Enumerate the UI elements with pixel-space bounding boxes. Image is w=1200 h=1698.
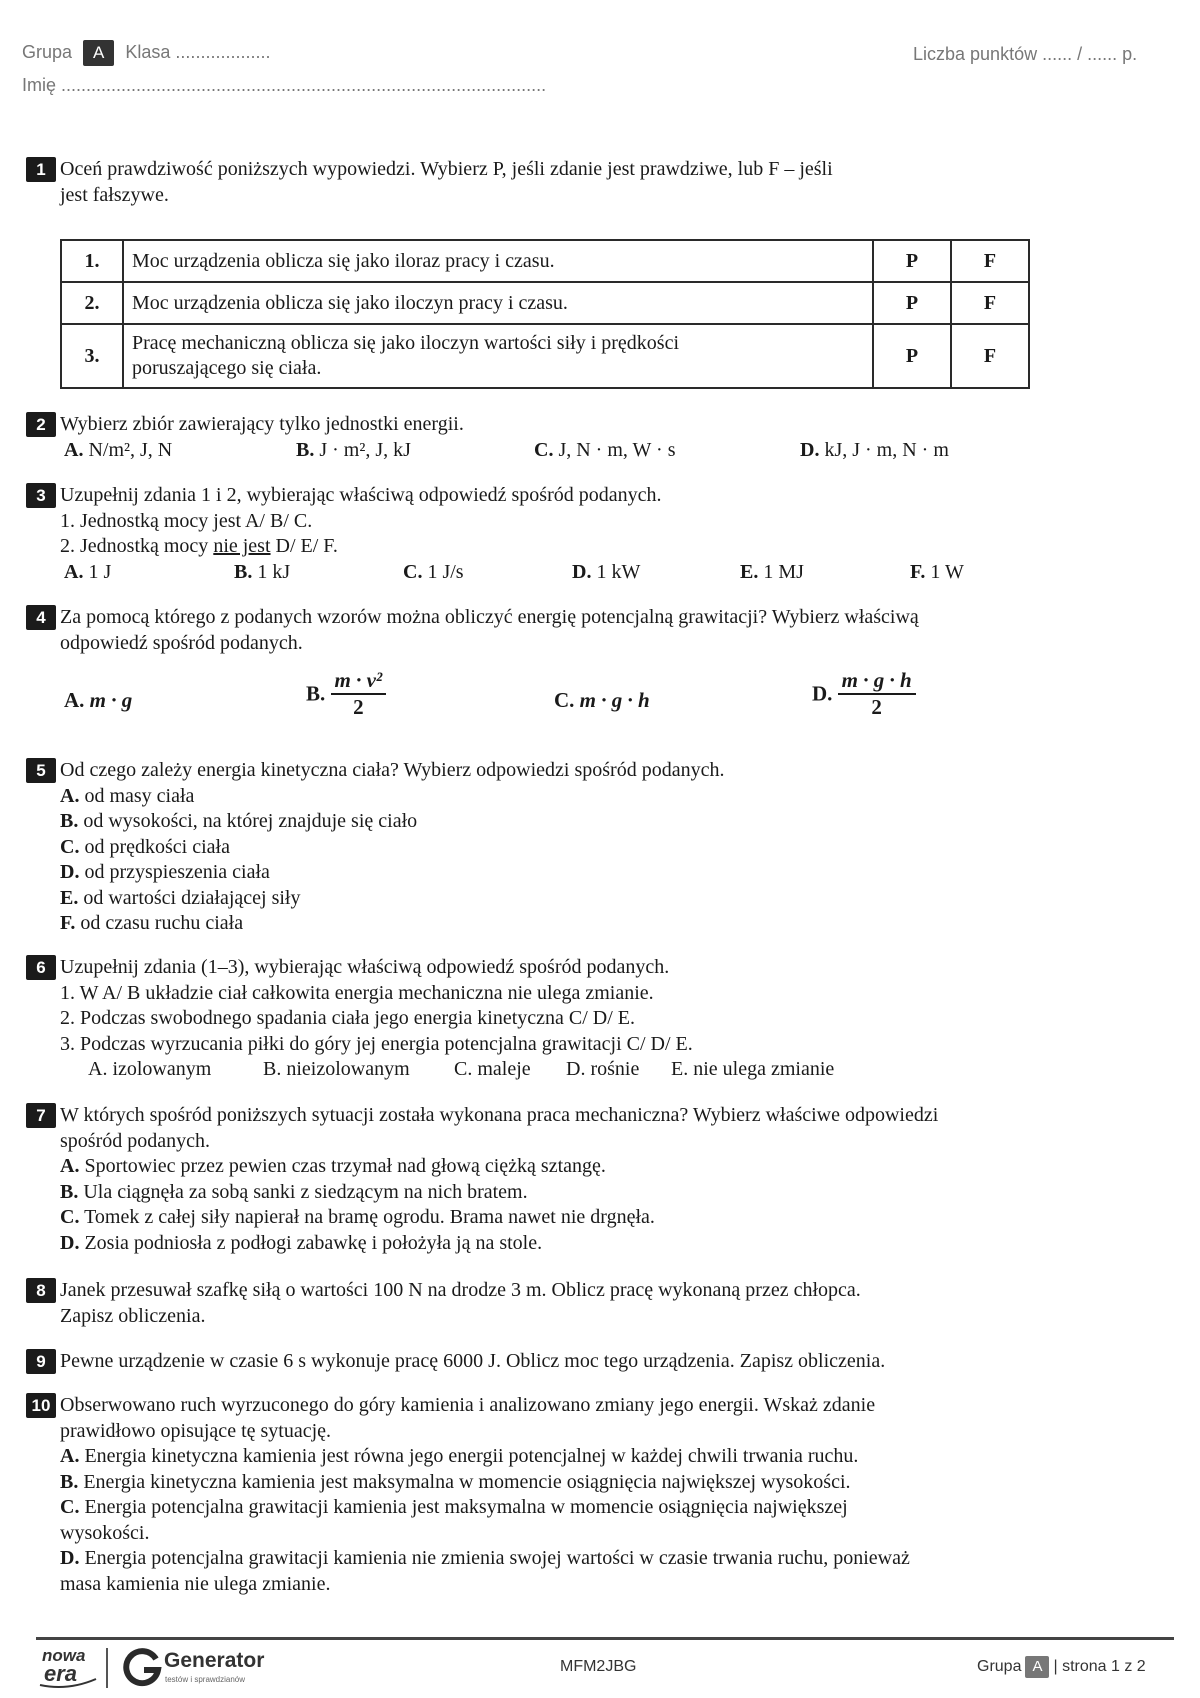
table-row: [61, 282, 1029, 324]
row-number: 1.: [61, 240, 123, 282]
question-text: odpowiedź spośród podanych.: [60, 631, 303, 654]
sentence-1: 1. W A/ B układzie ciał całkowita energia mechaniczna nie ulega zmianie.: [60, 981, 654, 1004]
row-statement: Moc urządzenia oblicza się jako iloczyn pracy i czasu.: [123, 282, 873, 324]
option-a[interactable]: A. N/m², J, N: [64, 438, 173, 461]
question-text: Uzupełnij zdania 1 i 2, wybierając właściwą odpowiedź spośród podanych.: [60, 484, 662, 506]
logo-swoosh-icon: [38, 1645, 98, 1689]
sentence-3: 3. Podczas wyrzucania piłki do góry jej energia potencjalna grawitacji C/ D/ E.: [60, 1032, 693, 1055]
option-d[interactable]: D. kJ, J · m, N · m: [800, 438, 949, 461]
option-c[interactable]: C. od prędkości ciała: [60, 835, 230, 858]
formula-fraction: $\frac{\text{m · v²}}{2}$: [331, 668, 387, 720]
group-badge: A: [83, 40, 114, 66]
option-d-continued: masa kamienia nie ulega zmianie.: [60, 1572, 331, 1595]
generator-g-icon: [122, 1648, 162, 1688]
question-text: Od czego zależy energia kinetyczna ciała? Wybierz odpowiedzi spośród podanych.: [60, 759, 725, 781]
name-field[interactable]: [22, 75, 546, 96]
question-number: 4: [26, 605, 56, 630]
question-1: [26, 157, 1086, 208]
option-a[interactable]: A. od masy ciała: [60, 784, 195, 807]
option-b[interactable]: B. Ula ciągnęła za sobą sanki z siedzącym na nich bratem.: [60, 1180, 528, 1203]
question-text: jest fałszywe.: [60, 183, 169, 206]
option-c[interactable]: C. m · g · h: [554, 688, 650, 712]
question-text: prawidłowo opisujące tę sytuację.: [60, 1419, 332, 1442]
question-number: 2: [26, 412, 56, 437]
question-number: 8: [26, 1278, 56, 1303]
option-e[interactable]: E. 1 MJ: [740, 560, 804, 583]
option-d[interactable]: D. Energia potencjalna grawitacji kamienia nie zmienia swojej wartości w czasie trwania ruchu, ponieważ: [60, 1547, 910, 1569]
question-text: spośród podanych.: [60, 1129, 210, 1152]
answer-p[interactable]: P: [873, 324, 951, 388]
option-b[interactable]: B. 1 kJ: [234, 560, 291, 583]
question-text: Oceń prawdziwość poniższych wypowiedzi. Wybierz P, jeśli zdanie jest prawdziwe, lub F – jeśli: [60, 158, 833, 180]
row-statement: Moc urządzenia oblicza się jako iloraz pracy i czasu.: [123, 240, 873, 282]
footer-divider: [36, 1637, 1174, 1640]
question-text: Pewne urządzenie w czasie 6 s wykonuje pracę 6000 J. Oblicz moc tego urządzenia. Zapisz obliczenia.: [60, 1350, 886, 1372]
option-b[interactable]: B. od wysokości, na której znajduje się ciało: [60, 810, 418, 832]
option-a[interactable]: A. m · g: [64, 688, 133, 712]
true-false-table: [60, 239, 1030, 389]
table-row: [61, 324, 1029, 388]
question-10: [26, 1393, 1086, 1597]
question-number: 3: [26, 483, 56, 508]
row-number: 3.: [61, 324, 123, 388]
row-statement: [123, 324, 873, 388]
question-text: Wybierz zbiór zawierający tylko jednostki energii.: [60, 413, 464, 435]
question-9: [26, 1349, 1086, 1375]
logo-divider: [106, 1648, 108, 1688]
option-d[interactable]: D. 1 kW: [572, 560, 641, 583]
formula-fraction: $\frac{m \cdot g \cdot h}{2}$: [838, 668, 916, 720]
question-4: [26, 605, 1086, 656]
question-text: Za pomocą którego z podanych wzorów można obliczyć energię potencjalną grawitacji? Wybierz właściwą: [60, 606, 919, 628]
option-c[interactable]: C. J, N · m, W · s: [534, 438, 676, 461]
row-statement-line: Pracę mechaniczną oblicza się jako iloczyn wartości siły i prędkości: [132, 332, 680, 354]
question-number: 10: [26, 1393, 56, 1418]
option-a[interactable]: A. izolowanym: [88, 1058, 212, 1080]
option-e[interactable]: E. od wartości działającej siły: [60, 886, 301, 909]
question-number: 6: [26, 955, 56, 980]
options-row: [64, 560, 1086, 585]
sentence-2: 2. Jednostką mocy nie jest D/ E/ F.: [60, 535, 338, 557]
row-statement-line: poruszającego się ciała.: [132, 357, 322, 379]
option-b[interactable]: B. nieizolowanym: [263, 1058, 410, 1080]
option-a[interactable]: A. Sportowiec przez pewien czas trzymał nad głową ciężką sztangę.: [60, 1155, 606, 1177]
question-8: [26, 1278, 1086, 1329]
question-number: 9: [26, 1349, 56, 1374]
answer-f[interactable]: F: [951, 324, 1029, 388]
option-b[interactable]: B. Energia kinetyczna kamienia jest maksymalna w momencie osiągnięcia największej wysokości.: [60, 1470, 851, 1493]
option-e[interactable]: E. nie ulega zmianie: [671, 1058, 835, 1080]
nowa-era-logo: [38, 1645, 98, 1689]
generator-name: Generator: [164, 1649, 265, 1672]
answer-f[interactable]: F: [951, 240, 1029, 282]
option-c[interactable]: C. Energia potencjalna grawitacji kamienia jest maksymalna w momencie osiągnięcia największej: [60, 1496, 848, 1518]
points-field[interactable]: [913, 44, 1137, 65]
logo-era-text: era: [44, 1661, 78, 1686]
option-b[interactable]: B. $\frac{\text{m · v²}}{2}$: [306, 668, 386, 720]
option-d[interactable]: D. rośnie: [566, 1058, 640, 1080]
page-number: | strona 1 z 2: [1053, 1658, 1146, 1676]
footer-group-badge: A: [1025, 1656, 1049, 1678]
generator-sub: testów i sprawdzianów: [165, 1675, 246, 1684]
test-code: MFM2JBG: [560, 1658, 637, 1675]
option-c-continued: wysokości.: [60, 1521, 150, 1544]
question-text: Obserwowano ruch wyrzuconego do góry kamienia i analizowano zmiany jego energii. Wskaż zdanie: [60, 1394, 876, 1416]
question-text: W których spośród poniższych sytuacji została wykonana praca mechaniczna? Wybierz właściwe odpowiedzi: [60, 1104, 939, 1126]
question-text: Uzupełnij zdania (1–3), wybierając właściwą odpowiedź spośród podanych.: [60, 956, 670, 978]
option-f[interactable]: F. 1 W: [910, 560, 964, 583]
option-a[interactable]: A. Energia kinetyczna kamienia jest równa jego energii potencjalnej w każdej chwili trwania ruchu.: [60, 1445, 859, 1467]
question-5: [26, 758, 1086, 937]
question-3: [26, 483, 1086, 585]
class-field[interactable]: Klasa ...................: [125, 41, 271, 62]
sentence-1: 1. Jednostką mocy jest A/ B/ C.: [60, 509, 313, 532]
option-d[interactable]: D. Zosia podniosła z podłogi zabawkę i położyła ją na stole.: [60, 1231, 543, 1254]
options-row: [64, 438, 1086, 463]
header-group-line: [22, 40, 270, 66]
option-d[interactable]: D. od przyspieszenia ciała: [60, 861, 270, 883]
name-label: Imię .................................................................................................: [22, 75, 547, 95]
footer-page-info: [977, 1656, 1146, 1678]
table-row: [61, 240, 1029, 282]
options-row: [88, 1057, 1086, 1082]
question-7: [26, 1103, 1086, 1256]
answer-f[interactable]: F: [951, 282, 1029, 324]
question-text: Janek przesuwał szafkę siłą o wartości 100 N na drodze 3 m. Oblicz pracę wykonaną przez chłopca.: [60, 1279, 861, 1301]
option-c[interactable]: C. Tomek z całej siły napierał na bramę ogrodu. Brama nawet nie drgnęła.: [60, 1206, 655, 1228]
option-f[interactable]: F. od czasu ruchu ciała: [60, 912, 244, 934]
option-c[interactable]: C. 1 J/s: [403, 560, 464, 583]
option-c[interactable]: C. maleje: [454, 1058, 531, 1080]
logo-nowa-text: nowa: [42, 1646, 86, 1665]
question-2: [26, 412, 1086, 463]
group-label: Grupa: [22, 41, 73, 62]
answer-p[interactable]: P: [873, 240, 951, 282]
answer-p[interactable]: P: [873, 282, 951, 324]
row-number: 2.: [61, 282, 123, 324]
footer-group-label: Grupa: [977, 1658, 1022, 1676]
option-d[interactable]: D. $\frac{m \cdot g \cdot h}{2}$: [812, 668, 916, 720]
question-6: [26, 955, 1086, 1082]
question-number: 1: [26, 157, 56, 182]
option-b[interactable]: B. J · m², J, kJ: [296, 438, 411, 461]
sentence-2: 2. Podczas swobodnego spadania ciała jego energia kinetyczna C/ D/ E.: [60, 1007, 636, 1029]
points-label: Liczba punktów ...... / ...... p.: [913, 44, 1138, 64]
question-number: 5: [26, 758, 56, 783]
question-number: 7: [26, 1103, 56, 1128]
question-text: Zapisz obliczenia.: [60, 1304, 206, 1327]
option-a[interactable]: A. 1 J: [64, 560, 112, 583]
